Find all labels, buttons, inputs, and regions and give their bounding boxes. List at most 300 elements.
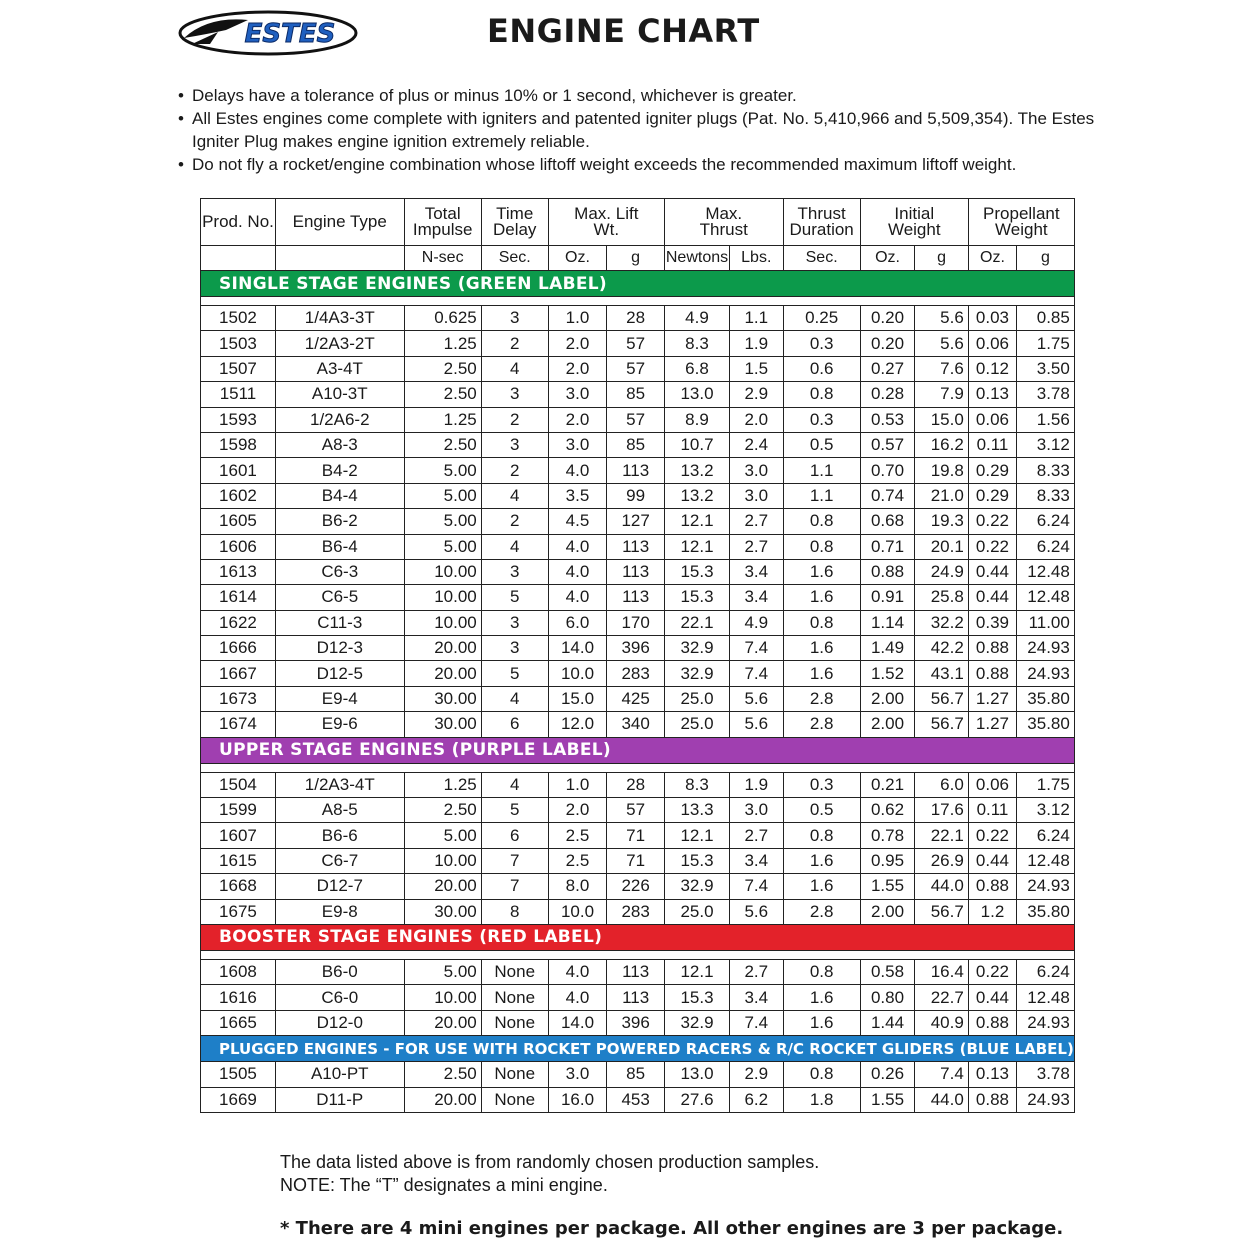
table-cell: 3 (481, 636, 548, 661)
table-row (201, 356, 1075, 381)
table-cell: 16.4 (915, 959, 969, 984)
section-header-row (201, 924, 1075, 950)
table-cell: 2 (481, 509, 548, 534)
table-cell: 5.6 (730, 899, 784, 924)
table-cell: 0.70 (860, 458, 915, 483)
table-cell: 0.91 (860, 585, 915, 610)
table-cell: 3.0 (730, 798, 784, 823)
table-cell: 7 (481, 874, 548, 899)
table-cell: 0.13 (968, 1062, 1016, 1087)
table-cell: 396 (607, 1010, 665, 1035)
table-cell: 0.44 (968, 559, 1016, 584)
table-cell: 6.2 (730, 1087, 784, 1112)
table-cell: 5 (481, 585, 548, 610)
table-cell: 0.11 (968, 432, 1016, 457)
table-cell: 2.7 (730, 534, 784, 559)
table-cell: 6.24 (1017, 534, 1075, 559)
table-cell: 2.0 (548, 407, 607, 432)
table-cell: 12.48 (1017, 559, 1075, 584)
page-title: ENGINE CHART (487, 12, 760, 50)
table-cell: 7.4 (730, 1010, 784, 1035)
table-cell: 1615 (201, 848, 276, 873)
table-cell: 4 (481, 534, 548, 559)
table-cell: 0.5 (783, 432, 860, 457)
table-cell: 1602 (201, 483, 276, 508)
table-cell: 5.00 (404, 823, 481, 848)
table-cell: 0.88 (968, 636, 1016, 661)
table-cell: A10-PT (275, 1062, 404, 1087)
table-cell: 5 (481, 798, 548, 823)
table-cell: 5.6 (730, 686, 784, 711)
table-cell: 2.7 (730, 823, 784, 848)
table-cell: 71 (607, 848, 665, 873)
table-cell: 1.44 (860, 1010, 915, 1035)
table-cell: 10.00 (404, 559, 481, 584)
table-cell: 0.71 (860, 534, 915, 559)
table-cell: 24.93 (1017, 1087, 1075, 1112)
table-cell: 15.3 (664, 848, 729, 873)
table-cell: 113 (607, 534, 665, 559)
table-cell: 1666 (201, 636, 276, 661)
table-cell: 0.13 (968, 382, 1016, 407)
table-cell: 32.9 (664, 874, 729, 899)
table-cell: 22.1 (915, 823, 969, 848)
table-cell: 24.93 (1017, 874, 1075, 899)
table-cell: 57 (607, 798, 665, 823)
table-cell: 2.00 (860, 686, 915, 711)
table-cell: 1665 (201, 1010, 276, 1035)
table-cell: None (481, 985, 548, 1010)
table-cell: 14.0 (548, 636, 607, 661)
unit-cell: g (915, 246, 969, 271)
table-cell: 10.7 (664, 432, 729, 457)
table-cell: 1.6 (783, 848, 860, 873)
table-cell: 6 (481, 712, 548, 737)
table-cell: 30.00 (404, 712, 481, 737)
table-cell: 14.0 (548, 1010, 607, 1035)
table-cell: 5.6 (730, 712, 784, 737)
table-cell: 28 (607, 306, 665, 331)
table-row (201, 661, 1075, 686)
table-cell: 3.0 (730, 483, 784, 508)
table-cell: 453 (607, 1087, 665, 1112)
table-cell: 7.6 (915, 356, 969, 381)
table-cell: 0.29 (968, 483, 1016, 508)
table-cell: 3.78 (1017, 1062, 1075, 1087)
table-row (201, 798, 1075, 823)
table-cell: 1.8 (783, 1087, 860, 1112)
table-cell: 12.1 (664, 509, 729, 534)
table-cell: 6.24 (1017, 823, 1075, 848)
table-cell: 15.3 (664, 985, 729, 1010)
header-propellant-weight: Propellant Weight (968, 199, 1074, 246)
table-cell: 35.80 (1017, 712, 1075, 737)
table-cell: B6-0 (275, 959, 404, 984)
table-cell: 35.80 (1017, 899, 1075, 924)
table-cell: 20.00 (404, 661, 481, 686)
table-cell: 0.06 (968, 772, 1016, 797)
table-cell: 1.5 (730, 356, 784, 381)
table-cell: 3.0 (548, 432, 607, 457)
unit-cell: N-sec (404, 246, 481, 271)
table-cell: 2.50 (404, 432, 481, 457)
table-cell: 1.55 (860, 1087, 915, 1112)
note-item (178, 84, 1138, 107)
table-cell: C11-3 (275, 610, 404, 635)
table-cell: 1.2 (968, 899, 1016, 924)
table-row (201, 432, 1075, 457)
table-cell: 5.00 (404, 534, 481, 559)
table-cell: 283 (607, 899, 665, 924)
table-cell: 0.57 (860, 432, 915, 457)
table-cell: D12-0 (275, 1010, 404, 1035)
header-thrust-duration: Thrust Duration (783, 199, 860, 246)
table-cell: 0.20 (860, 331, 915, 356)
table-cell: 0.44 (968, 585, 1016, 610)
table-row (201, 331, 1075, 356)
table-cell: 2.9 (730, 1062, 784, 1087)
section-label: SINGLE STAGE ENGINES (GREEN LABEL) (201, 271, 1075, 297)
table-cell: D12-7 (275, 874, 404, 899)
table-cell: 35.80 (1017, 686, 1075, 711)
table-cell: 0.95 (860, 848, 915, 873)
table-cell: 1.0 (548, 772, 607, 797)
table-cell: 1.6 (783, 559, 860, 584)
table-cell: 0.22 (968, 534, 1016, 559)
table-cell: 20.00 (404, 1087, 481, 1112)
table-cell: 1/2A3-2T (275, 331, 404, 356)
table-cell: 4.0 (548, 985, 607, 1010)
table-cell: 8.3 (664, 772, 729, 797)
table-cell: 1.1 (783, 483, 860, 508)
table-body (201, 271, 1075, 1113)
table-cell: D11-P (275, 1087, 404, 1112)
unit-cell: Lbs. (730, 246, 784, 271)
table-cell: 3.0 (730, 458, 784, 483)
section-header-row (201, 271, 1075, 297)
table-row (201, 1087, 1075, 1112)
table-cell: 7.4 (730, 661, 784, 686)
spacer-cell (201, 950, 1075, 959)
table-cell: 10.00 (404, 610, 481, 635)
table-cell: 0.8 (783, 823, 860, 848)
table-cell: 1616 (201, 985, 276, 1010)
table-cell: 12.48 (1017, 848, 1075, 873)
table-cell: E9-8 (275, 899, 404, 924)
table-row (201, 1062, 1075, 1087)
table-cell: 0.78 (860, 823, 915, 848)
table-cell: 396 (607, 636, 665, 661)
unit-cell (201, 246, 276, 271)
table-cell: 425 (607, 686, 665, 711)
table-cell: 10.0 (548, 899, 607, 924)
table-cell: 3.4 (730, 585, 784, 610)
table-cell: 0.22 (968, 959, 1016, 984)
unit-cell: Oz. (968, 246, 1016, 271)
table-cell: 2.7 (730, 959, 784, 984)
table-cell: 0.8 (783, 534, 860, 559)
table-row (201, 559, 1075, 584)
table-cell: 22.7 (915, 985, 969, 1010)
table-cell: 1.56 (1017, 407, 1075, 432)
table-cell: 1511 (201, 382, 276, 407)
table-cell: 10.00 (404, 585, 481, 610)
table-cell: 0.28 (860, 382, 915, 407)
table-row (201, 534, 1075, 559)
table-cell: 32.9 (664, 661, 729, 686)
table-cell: 8.3 (664, 331, 729, 356)
table-cell: 44.0 (915, 874, 969, 899)
table-cell: 71 (607, 823, 665, 848)
table-cell: 0.22 (968, 509, 1016, 534)
table-cell: 4 (481, 356, 548, 381)
table-cell: 24.93 (1017, 661, 1075, 686)
table-cell: 0.3 (783, 407, 860, 432)
table-row (201, 772, 1075, 797)
table-cell: 4.0 (548, 534, 607, 559)
table-cell: 1.1 (730, 306, 784, 331)
table-cell: 2.0 (730, 407, 784, 432)
unit-cell (275, 246, 404, 271)
table-cell: E9-4 (275, 686, 404, 711)
table-cell: 30.00 (404, 899, 481, 924)
table-cell: 5.00 (404, 483, 481, 508)
table-cell: 16.2 (915, 432, 969, 457)
table-cell: 28 (607, 772, 665, 797)
table-cell: 1675 (201, 899, 276, 924)
table-cell: C6-5 (275, 585, 404, 610)
table-cell: None (481, 959, 548, 984)
table-cell: 0.39 (968, 610, 1016, 635)
table-cell: 0.8 (783, 959, 860, 984)
table-cell: 0.29 (968, 458, 1016, 483)
table-cell: 1/2A3-4T (275, 772, 404, 797)
table-cell: A8-5 (275, 798, 404, 823)
table-cell: 0.44 (968, 848, 1016, 873)
table-cell: 1.6 (783, 874, 860, 899)
table-cell: 0.88 (860, 559, 915, 584)
table-cell: 11.00 (1017, 610, 1075, 635)
table-cell: 1.52 (860, 661, 915, 686)
table-cell: 283 (607, 661, 665, 686)
table-cell: 56.7 (915, 712, 969, 737)
table-cell: 4 (481, 686, 548, 711)
table-cell: 2.0 (548, 331, 607, 356)
table-cell: 1.9 (730, 772, 784, 797)
table-cell: 1668 (201, 874, 276, 899)
table-cell: 15.3 (664, 585, 729, 610)
table-cell: 2.5 (548, 848, 607, 873)
table-cell: 1.75 (1017, 772, 1075, 797)
table-cell: B6-6 (275, 823, 404, 848)
table-cell: B6-2 (275, 509, 404, 534)
table-cell: 20.1 (915, 534, 969, 559)
bullet: • (178, 109, 184, 128)
table-cell: 2.4 (730, 432, 784, 457)
table-cell: 1606 (201, 534, 276, 559)
table-cell: 3 (481, 559, 548, 584)
table-cell: 6.24 (1017, 509, 1075, 534)
table-cell: 25.8 (915, 585, 969, 610)
table-cell: 1.0 (548, 306, 607, 331)
footer-mini-note: NOTE: The “T” designates a mini engine. (280, 1175, 608, 1195)
table-cell: 26.9 (915, 848, 969, 873)
table-cell: 6.0 (915, 772, 969, 797)
table-cell: D12-3 (275, 636, 404, 661)
table-cell: 4.5 (548, 509, 607, 534)
table-cell: C6-7 (275, 848, 404, 873)
table-cell: 1601 (201, 458, 276, 483)
note-item (178, 153, 1138, 176)
bullet: • (178, 86, 184, 105)
table-cell: 24.93 (1017, 636, 1075, 661)
table-cell: 20.00 (404, 636, 481, 661)
table-cell: 44.0 (915, 1087, 969, 1112)
table-cell: 2.00 (860, 899, 915, 924)
table-cell: 8 (481, 899, 548, 924)
table-cell: 0.68 (860, 509, 915, 534)
engine-table (200, 198, 1075, 1113)
table-cell: 0.53 (860, 407, 915, 432)
table-cell: 32.9 (664, 636, 729, 661)
table-cell: 5.6 (915, 306, 969, 331)
table-cell: 113 (607, 559, 665, 584)
table-cell: 15.0 (915, 407, 969, 432)
table-cell: 25.0 (664, 686, 729, 711)
table-cell: 0.625 (404, 306, 481, 331)
table-row (201, 610, 1075, 635)
note-text: Delays have a tolerance of plus or minus 10% or 1 second, whichever is greater. (192, 86, 797, 105)
table-cell: 32.2 (915, 610, 969, 635)
section-spacer (201, 763, 1075, 772)
notes-list (178, 84, 1138, 176)
table-cell: 3 (481, 306, 548, 331)
table-cell: 226 (607, 874, 665, 899)
table-cell: 40.9 (915, 1010, 969, 1035)
table-cell: 2 (481, 407, 548, 432)
table-cell: 2.8 (783, 686, 860, 711)
table-cell: 1.6 (783, 661, 860, 686)
table-cell: 2.8 (783, 899, 860, 924)
table-cell: 25.0 (664, 712, 729, 737)
header-prod-no: Prod. No. (201, 199, 276, 246)
table-cell: 0.88 (968, 874, 1016, 899)
section-label: UPPER STAGE ENGINES (PURPLE LABEL) (201, 737, 1075, 763)
table-cell: 1613 (201, 559, 276, 584)
header-engine-type: Engine Type (275, 199, 404, 246)
table-cell: 27.6 (664, 1087, 729, 1112)
table-cell: 5.00 (404, 458, 481, 483)
spacer-cell (201, 297, 1075, 306)
header-total-impulse: Total Impulse (404, 199, 481, 246)
table-cell: None (481, 1010, 548, 1035)
table-cell: 8.33 (1017, 483, 1075, 508)
table-cell: 0.21 (860, 772, 915, 797)
table-cell: 2.50 (404, 382, 481, 407)
table-cell: 12.0 (548, 712, 607, 737)
table-cell: 7 (481, 848, 548, 873)
table-cell: 3.4 (730, 985, 784, 1010)
header-time-delay: Time Delay (481, 199, 548, 246)
table-cell: 1503 (201, 331, 276, 356)
table-cell: 13.2 (664, 483, 729, 508)
table-cell: C6-0 (275, 985, 404, 1010)
table-cell: 0.8 (783, 610, 860, 635)
table-cell: 1.6 (783, 985, 860, 1010)
table-cell: 85 (607, 1062, 665, 1087)
table-cell: 0.8 (783, 382, 860, 407)
table-cell: B4-2 (275, 458, 404, 483)
table-cell: 0.12 (968, 356, 1016, 381)
table-cell: 1598 (201, 432, 276, 457)
table-cell: 19.8 (915, 458, 969, 483)
table-cell: 32.9 (664, 1010, 729, 1035)
table-cell: 56.7 (915, 899, 969, 924)
table-cell: 15.3 (664, 559, 729, 584)
table-cell: 0.26 (860, 1062, 915, 1087)
table-cell: 20.00 (404, 874, 481, 899)
table-cell: 6.8 (664, 356, 729, 381)
table-row (201, 483, 1075, 508)
table-cell: 0.5 (783, 798, 860, 823)
table-cell: 4.9 (730, 610, 784, 635)
table-cell: 1673 (201, 686, 276, 711)
unit-cell: Sec. (783, 246, 860, 271)
table-cell: 1/2A6-2 (275, 407, 404, 432)
table-cell: 24.9 (915, 559, 969, 584)
table-row (201, 1010, 1075, 1035)
table-cell: 113 (607, 585, 665, 610)
estes-logo (178, 10, 358, 56)
table-cell: 8.33 (1017, 458, 1075, 483)
table-cell: 7.4 (915, 1062, 969, 1087)
table-row (201, 407, 1075, 432)
table-cell: 57 (607, 356, 665, 381)
engine-chart (200, 198, 1075, 1113)
table-row (201, 823, 1075, 848)
table-cell: 0.58 (860, 959, 915, 984)
table-cell: 340 (607, 712, 665, 737)
table-row (201, 686, 1075, 711)
table-cell: 3 (481, 610, 548, 635)
table-cell: 1.25 (404, 331, 481, 356)
table-cell: 1.9 (730, 331, 784, 356)
unit-cell: Oz. (860, 246, 915, 271)
table-cell: 3.4 (730, 559, 784, 584)
table-cell: 4.0 (548, 585, 607, 610)
section-spacer (201, 297, 1075, 306)
unit-cell: Newtons (664, 246, 729, 271)
table-row (201, 712, 1075, 737)
section-spacer (201, 950, 1075, 959)
table-cell: D12-5 (275, 661, 404, 686)
table-row (201, 985, 1075, 1010)
table-cell: 85 (607, 432, 665, 457)
table-cell: 20.00 (404, 1010, 481, 1035)
footer-notes (280, 1151, 819, 1197)
table-cell: 2 (481, 331, 548, 356)
table-cell: 1605 (201, 509, 276, 534)
unit-cell: g (607, 246, 665, 271)
table-cell: 2 (481, 458, 548, 483)
footer-package-note: * There are 4 mini engines per package. All other engines are 3 per package. (280, 1218, 1064, 1239)
table-cell: 0.62 (860, 798, 915, 823)
table-cell: 4.0 (548, 559, 607, 584)
table-cell: 7.9 (915, 382, 969, 407)
table-cell: 113 (607, 959, 665, 984)
table-cell: 99 (607, 483, 665, 508)
table-cell: 1/4A3-3T (275, 306, 404, 331)
